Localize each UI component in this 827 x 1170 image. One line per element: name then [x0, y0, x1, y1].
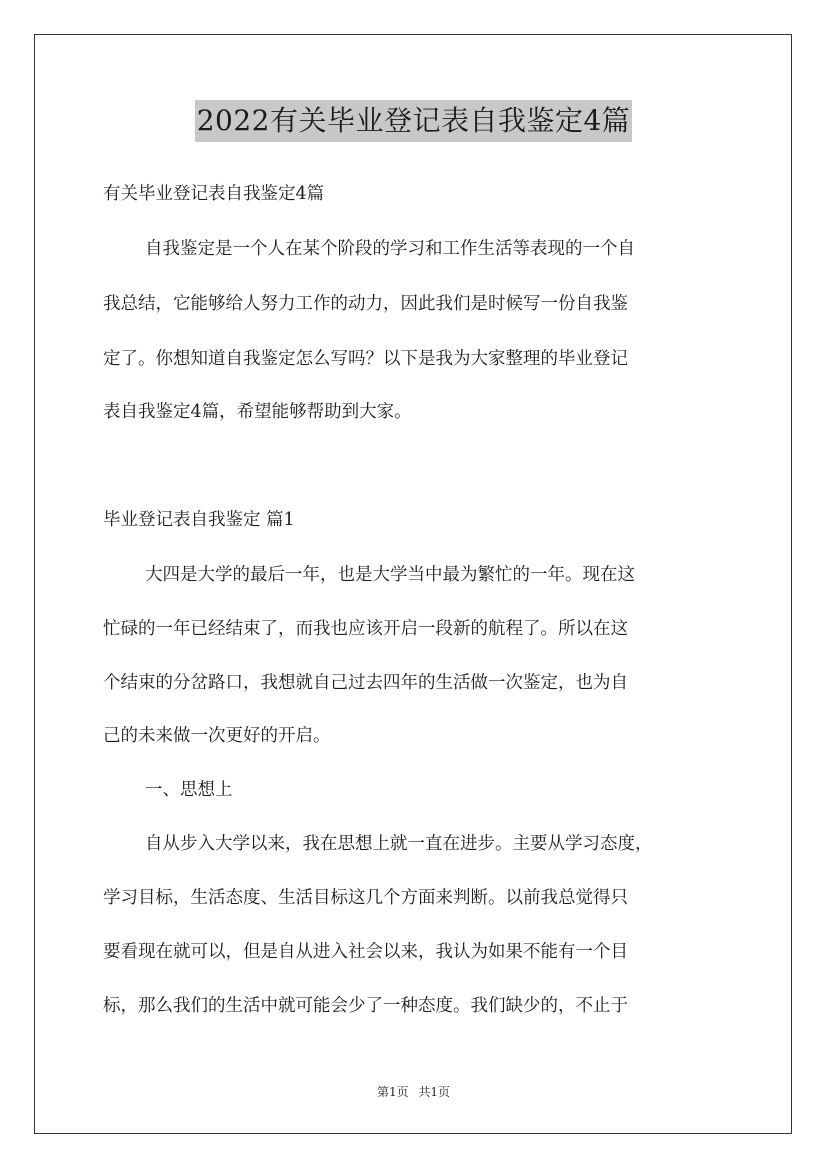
page-footer [0, 1083, 827, 1100]
page-number: 第1页 [376, 1085, 409, 1099]
document-title: 2022有关毕业登记表自我鉴定4篇 [195, 100, 633, 142]
section-heading: 毕业登记表自我鉴定 篇1 [103, 510, 295, 530]
intro-line-4: 表自我鉴定4篇，希望能够帮助到大家。 [103, 402, 412, 422]
para1-line-1: 大四是大学的最后一年，也是大学当中最为繁忙的一年。现在这 [145, 565, 635, 585]
para1-line-4: 己的未来做一次更好的开启。 [103, 726, 331, 746]
title-container [0, 100, 827, 142]
para2-line-3: 要看现在就可以，但是自从进入社会以来，我认为如果不能有一个目 [103, 942, 628, 962]
intro-line-3: 定了。你想知道自我鉴定怎么写吗？以下是我为大家整理的毕业登记 [103, 349, 628, 369]
subheading-thought: 一、思想上 [145, 780, 233, 800]
total-pages: 共1页 [418, 1085, 451, 1099]
para1-line-3: 个结束的分岔路口，我想就自己过去四年的生活做一次鉴定，也为自 [103, 673, 628, 693]
para1-line-2: 忙碌的一年已经结束了，而我也应该开启一段新的航程了。所以在这 [103, 619, 628, 639]
intro-line-1: 自我鉴定是一个人在某个阶段的学习和工作生活等表现的一个自 [145, 239, 635, 259]
para2-line-1: 自从步入大学以来，我在思想上就一直在进步。主要从学习态度， [145, 834, 653, 854]
para2-line-2: 学习目标，生活态度、生活目标这几个方面来判断。以前我总觉得只 [103, 888, 628, 908]
document-subtitle: 有关毕业登记表自我鉴定4篇 [103, 184, 325, 204]
para2-line-4: 标，那么我们的生活中就可能会少了一种态度。我们缺少的，不止于 [103, 996, 628, 1016]
intro-line-2: 我总结，它能够给人努力工作的动力，因此我们是时候写一份自我鉴 [103, 294, 628, 314]
